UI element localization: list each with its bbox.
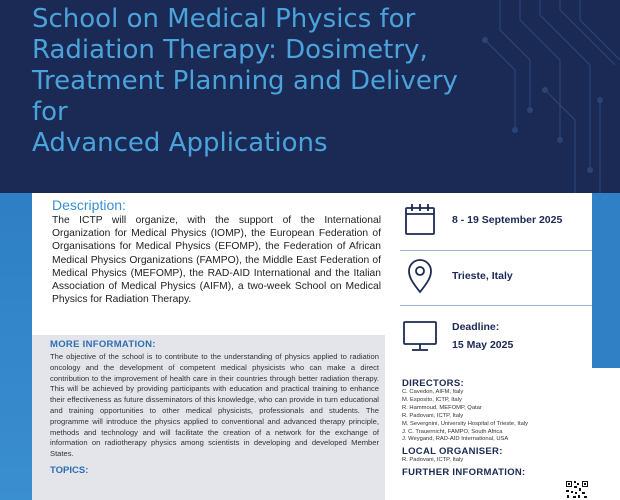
local-organiser-affiliation: ICTP, Italy	[436, 457, 464, 464]
director-affiliation: FAMPO, South Africa	[447, 428, 503, 435]
title-line: School on Medical Physics for	[32, 4, 416, 34]
director-name: M. Esposito,	[402, 396, 434, 403]
event-dates: 8 - 19 September 2025	[452, 214, 563, 226]
description-section	[32, 193, 385, 335]
title-line: Advanced Applications	[32, 128, 328, 158]
director-name: J. Weygand,	[402, 436, 435, 443]
director-entry	[402, 405, 592, 413]
director-affiliation: AIFM, Italy	[435, 389, 464, 395]
directors-heading: DIRECTORS:	[402, 378, 464, 389]
more-information-section	[32, 335, 385, 500]
directors-section	[402, 378, 592, 478]
description-text: The ICTP will organize, with the support of the International Organization for Medical Physics (IOMP), the European Federation of Organisations for Medical Physics (EFOMP), the Federation of African Medical Physics Organizations (FAMPO), the Middle East Federation of Medical Physics (MEFOMP), the RAD-AID International and the Italian Association of Medical Physics (AIFM), a two-week School on Medical Physics for Radiation Therapy.	[52, 215, 381, 306]
event-location: Trieste, Italy	[452, 270, 513, 282]
computer-monitor-icon	[400, 316, 440, 356]
local-organiser-entry	[402, 457, 592, 465]
director-affiliation: ICTP, Italy	[436, 412, 464, 419]
director-entry	[402, 429, 592, 437]
header-banner	[0, 0, 620, 193]
left-accent-bar	[0, 193, 32, 500]
more-information-heading: MORE INFORMATION:	[50, 339, 156, 350]
page-title	[32, 4, 492, 159]
title-line: Radiation Therapy: Dosimetry,	[32, 35, 428, 65]
director-entry	[402, 421, 592, 429]
location-pin-icon	[400, 256, 440, 296]
director-affiliation: MEFOMP, Qatar	[439, 404, 482, 411]
deadline-row	[400, 316, 618, 356]
director-entry	[402, 413, 592, 421]
topics-heading: TOPICS:	[50, 464, 89, 476]
circuit-pattern-icon	[480, 0, 620, 193]
local-organiser-name: R. Padovani,	[402, 457, 436, 464]
director-name: J. C. Trauernicht,	[402, 428, 447, 435]
director-entry	[402, 389, 592, 397]
dates-row	[400, 200, 618, 240]
director-name: R. Hammoud,	[402, 404, 438, 411]
deadline-date: 15 May 2025	[452, 339, 514, 351]
director-affiliation: RAD-AID International, USA	[435, 436, 509, 443]
more-information-text: The objective of the school is to contribute to the understanding of physics applied to radiation oncology and the development of competent medical physicists who can make a direct contribution to the improvement of health care in their countries through better radiation therapy. This will be achieved by providing participants with education and practical training to enhance their effectiveness as future disseminators of this knowledge, who can provide in turn educational and training opportunities to other medical physicists, professionals and students. The programme will introduce the physics applied to conventional and advanced therapy principle, methods and technology and will facilitate the creation of a network for the exchange of information on radiotherapy physics among scientists in developing and developed Member States.	[50, 352, 379, 459]
director-affiliation: ICTP, Italy	[435, 396, 462, 403]
qr-code-icon[interactable]	[565, 480, 589, 500]
description-heading: Description:	[52, 197, 126, 213]
location-row	[400, 256, 618, 296]
divider	[400, 250, 592, 251]
calendar-icon	[400, 200, 440, 240]
director-entry	[402, 436, 592, 444]
director-name: M. Severgnini,	[402, 420, 440, 427]
director-entry	[402, 397, 592, 405]
deadline-label: Deadline:	[452, 321, 500, 333]
further-information-heading: FURTHER INFORMATION:	[402, 467, 526, 479]
title-line: Treatment Planning and Delivery for	[32, 66, 458, 127]
divider	[400, 305, 592, 306]
director-name: R. Padovani,	[402, 412, 436, 419]
local-organiser-heading: LOCAL ORGANISER:	[402, 446, 503, 458]
director-affiliation: University Hospital of Trieste, Italy	[440, 420, 528, 427]
director-name: C. Cavedon,	[402, 389, 435, 395]
